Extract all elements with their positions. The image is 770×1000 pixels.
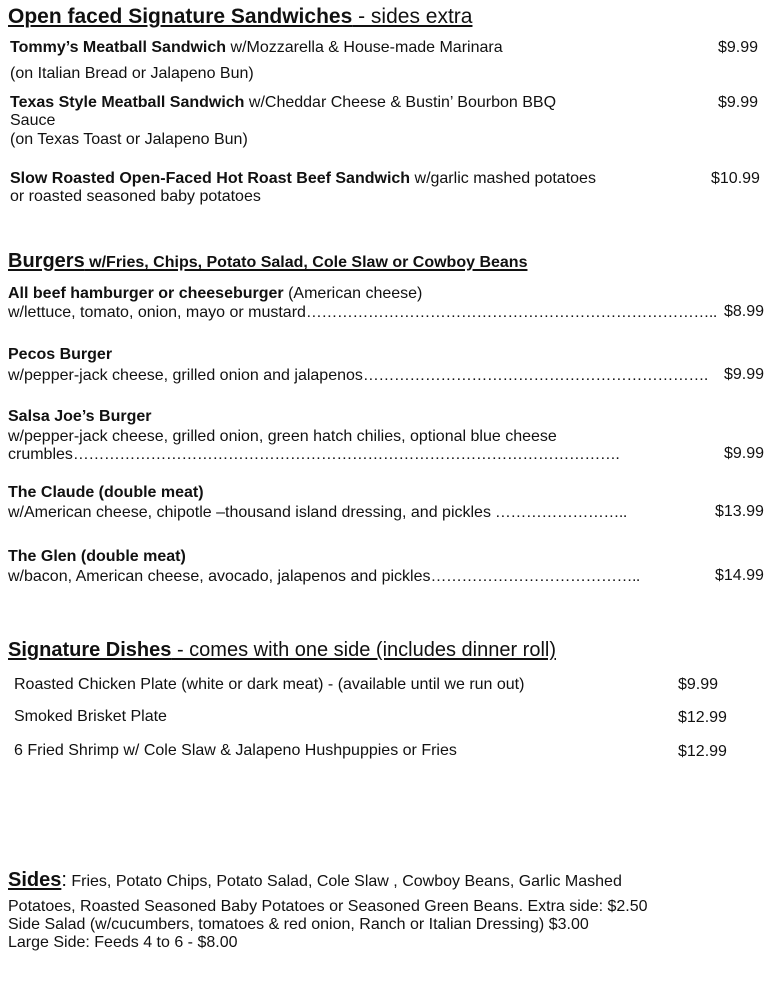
item-price: $9.99: [724, 366, 765, 383]
burger-item-5: The Glen (double meat): [8, 548, 186, 565]
item-price: $10.99: [711, 170, 760, 187]
item-desc-line3: (on Texas Toast or Jalapeno Bun): [10, 131, 248, 148]
burger-item-1: [8, 284, 422, 303]
sandwiches-header: [8, 5, 472, 29]
item-desc: w/pepper-jack cheese, grilled onion, green hatch chilies, optional blue cheese: [8, 428, 557, 445]
item-price: $12.99: [678, 743, 727, 760]
item-price: $9.99: [678, 676, 719, 693]
item-name-extra: (American cheese): [283, 285, 423, 302]
leader-dots: ……………………..: [490, 504, 627, 521]
item-desc-row: [8, 503, 627, 522]
leader-dots: ………………………………………………………….: [362, 367, 708, 384]
item-desc: w/garlic mashed potatoes: [410, 170, 596, 187]
sides-line3: Side Salad (w/cucumbers, tomatoes & red onion, Ranch or Italian Dressing) $3.00: [8, 916, 589, 933]
item-desc-line2: (on Italian Bread or Jalapeno Bun): [10, 65, 254, 82]
item-desc: w/Cheddar Cheese & Bustin’ Bourbon BBQ: [244, 94, 557, 111]
item-price: $9.99: [718, 39, 759, 56]
sandwich-item-3: [10, 169, 596, 188]
item-desc-line2: Sauce: [10, 112, 56, 129]
burger-item-4: The Claude (double meat): [8, 484, 204, 501]
item-desc-row: [8, 366, 708, 385]
item-name: Slow Roasted Open-Faced Hot Roast Beef Sandwich: [10, 170, 411, 187]
sides-section: [8, 871, 622, 891]
burgers-header: [8, 250, 527, 273]
sides-line4: Large Side: Feeds 4 to 6 - $8.00: [8, 934, 238, 951]
signature-subtitle: - comes with one side (includes dinner roll): [171, 639, 556, 661]
item-name: All beef hamburger or cheeseburger: [8, 285, 284, 302]
leader-dots: …………………………………..: [430, 568, 640, 585]
burgers-title: Burgers: [8, 250, 85, 272]
item-desc-row: [8, 303, 717, 322]
item-desc: w/American cheese, chipotle –thousand island dressing, and pickles: [8, 504, 491, 521]
burgers-subtitle: w/Fries, Chips, Potato Salad, Cole Slaw or Cowboy Beans: [84, 254, 528, 271]
item-desc-row: [8, 445, 619, 464]
signature-item-1: Roasted Chicken Plate (white or dark meat) - (available until we run out): [14, 676, 525, 693]
item-desc: w/pepper-jack cheese, grilled onion and jalapenos: [8, 367, 363, 384]
item-price: $9.99: [724, 445, 765, 462]
sides-line2: Potatoes, Roasted Seasoned Baby Potatoes or Seasoned Green Beans. Extra side: $2.50: [8, 898, 648, 915]
item-desc-row: [8, 567, 640, 586]
burger-item-2: Pecos Burger: [8, 346, 113, 363]
sandwiches-title: Open faced Signature Sandwiches: [8, 5, 353, 28]
leader-dots: …………………………………………………………………………………………….: [72, 446, 620, 463]
signature-item-2: Smoked Brisket Plate: [14, 708, 167, 725]
sides-title: Sides: [8, 869, 62, 891]
item-desc: w/lettuce, tomato, onion, mayo or mustard: [8, 304, 306, 321]
sandwiches-subtitle: - sides extra: [352, 5, 473, 28]
item-desc-line2: crumbles: [8, 446, 73, 463]
item-price: $8.99: [724, 303, 765, 320]
sandwich-item-1: [10, 38, 503, 57]
item-price: $12.99: [678, 709, 727, 726]
item-desc: w/bacon, American cheese, avocado, jalapenos and pickles: [8, 568, 431, 585]
leader-dots: ……………………………………………………………………..: [305, 304, 717, 321]
item-desc-line2: or roasted seasoned baby potatoes: [10, 188, 261, 205]
item-desc: w/Mozzarella & House-made Marinara: [226, 39, 503, 56]
signature-item-3: 6 Fried Shrimp w/ Cole Slaw & Jalapeno Hushpuppies or Fries: [14, 742, 457, 759]
sides-colon: :: [61, 869, 67, 891]
item-price: $14.99: [715, 567, 764, 584]
burger-item-3: Salsa Joe’s Burger: [8, 408, 152, 425]
signature-header: [8, 639, 556, 662]
signature-title: Signature Dishes: [8, 639, 172, 661]
sides-line1: Fries, Potato Chips, Potato Salad, Cole Slaw , Cowboy Beans, Garlic Mashed: [66, 873, 622, 890]
item-price: $13.99: [715, 503, 764, 520]
item-price: $9.99: [718, 94, 759, 111]
sandwich-item-2: [10, 93, 556, 112]
item-name: Tommy’s Meatball Sandwich: [10, 39, 227, 56]
item-name: Texas Style Meatball Sandwich: [10, 94, 245, 111]
